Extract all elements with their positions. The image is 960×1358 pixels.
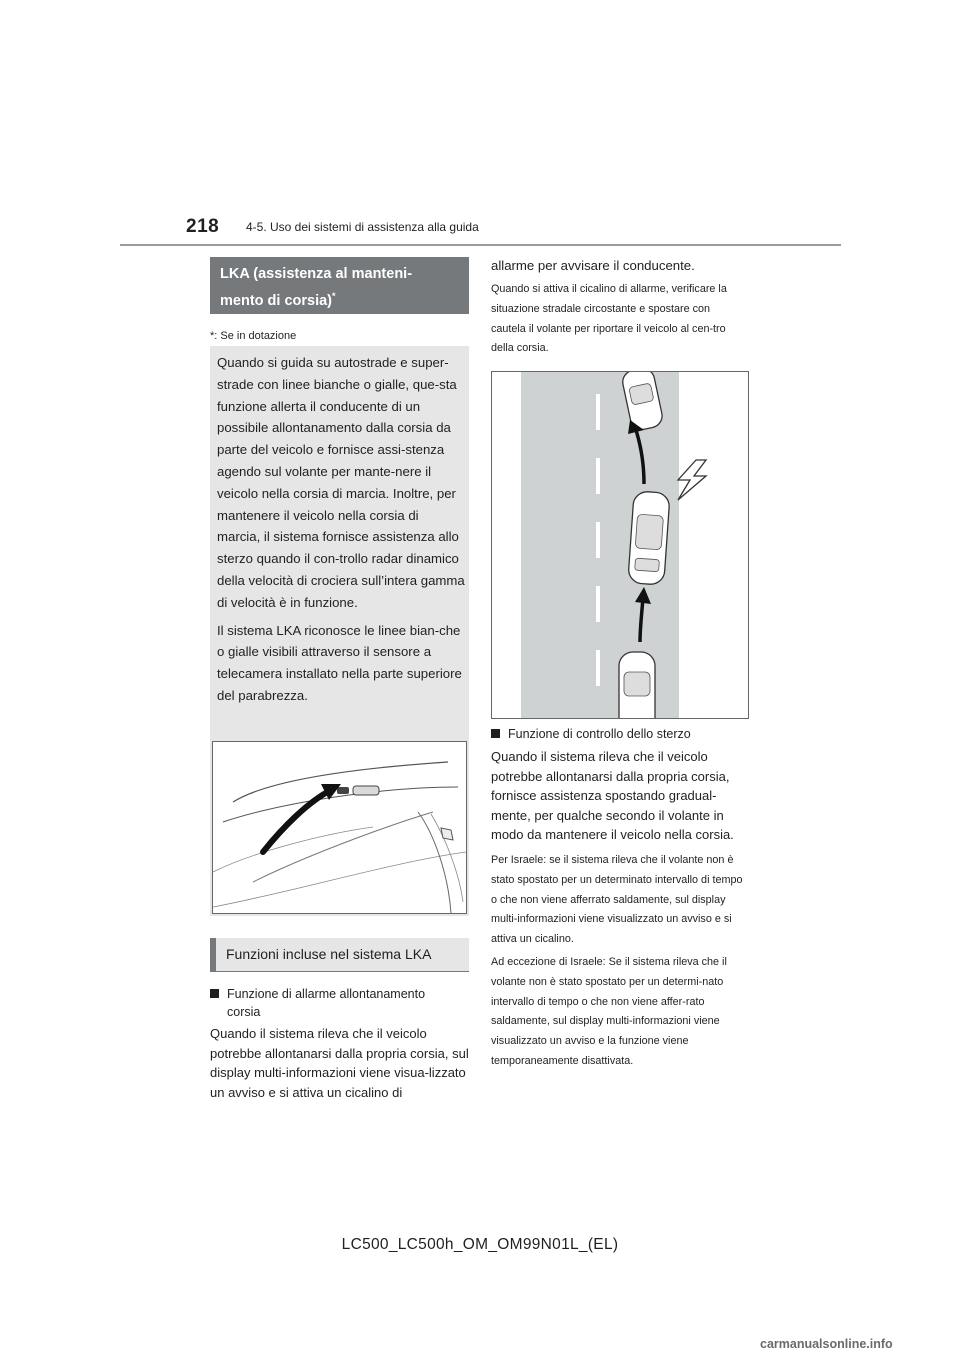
intro-paragraph-1: Quando si guida su autostrade e super-strade con linee bianche o gialle, que-sta funzione allerta il conducente di un possibile allontanamento dalla corsia da parte del veicolo e fornisce assi-stenza agendo sul volante per mante-nere il veicolo nella corsia di marcia. Inoltre, per mantenere il veicolo nella corsia di marcia, il sistema fornisce assistenza allo sterzo quando il con-trollo radar dinamico della velocità di crociera sull’intera gamma di velocità è in funzione. bbox=[217, 355, 465, 610]
lka-title-line-2: mento di corsia)* bbox=[220, 291, 336, 309]
functions-heading-box: Funzioni incluse nel sistema LKA bbox=[210, 938, 469, 972]
lane-departure-body: Quando il sistema rileva che il veicolo potrebbe allontanarsi dalla propria corsia, sul display multi-informazioni viene visua-lizzato un avviso e si attiva un cicalino di bbox=[210, 1026, 469, 1100]
asterisk-mark: * bbox=[332, 291, 336, 301]
functions-heading-rule bbox=[210, 971, 469, 972]
israel-note: Per Israele: se il sistema rileva che il volante non è stato spostato per un determinato intervallo di tempo o che non viene afferrato saldamente, sul display multi-informazioni viene visualizzato un avviso e si attiva un cicalino. bbox=[491, 854, 743, 946]
windshield-camera-illustration bbox=[212, 741, 467, 914]
intro-paragraph-2: Il sistema LKA riconosce le linee bian-che o gialle visibili attraverso il sensore a telecamera installato nella parte superiore del parabrezza. bbox=[217, 622, 462, 703]
model-code-footer: LC500_LC500h_OM_OM99N01L_(EL) bbox=[341, 1236, 619, 1253]
lka-title-box bbox=[210, 257, 469, 314]
bullet-square-icon bbox=[210, 989, 219, 998]
lane-departure-heading: Funzione di allarme allontanamento corsia bbox=[210, 985, 469, 1021]
lane-departure-drawing bbox=[492, 372, 748, 718]
footnote: *: Se in dotazione bbox=[210, 330, 297, 342]
steering-control-heading: Funzione di controllo dello sterzo bbox=[491, 725, 749, 743]
lka-title-line-1: LKA (assistenza al manteni- bbox=[220, 266, 413, 282]
buzzer-note: Quando si attiva il cicalino di allarme, verificare la situazione stradale circostante e spostare con cautela il volante per riportare il veicolo al cen-tro della corsia. bbox=[491, 283, 727, 355]
header-divider bbox=[120, 244, 841, 246]
continued-text: allarme per avvisare il conducente. bbox=[491, 258, 695, 273]
windshield-camera-drawing bbox=[213, 742, 466, 913]
watermark: carmanualsonline.info bbox=[760, 1337, 893, 1351]
except-israel-note: Ad eccezione di Israele: Se il sistema rileva che il volante non è stato spostato per un determi-nato intervallo di tempo o che non viene affer-rato saldamente, sul display multi-informazioni viene visualizzato un avviso e la funzione viene temporaneamente disattivata. bbox=[491, 956, 727, 1067]
section-title: 4-5. Uso dei sistemi di assistenza alla guida bbox=[246, 220, 479, 234]
bullet-square-icon bbox=[491, 729, 500, 738]
steering-control-body: Quando il sistema rileva che il veicolo potrebbe allontanarsi dalla propria corsia, fornisce assistenza spostando gradual-mente, per qualche secondo il volante in modo da mantenere il veicolo nella corsia. bbox=[491, 749, 734, 843]
intro-box bbox=[210, 346, 469, 916]
page-number: 218 bbox=[186, 216, 220, 237]
lane-departure-illustration bbox=[491, 371, 749, 719]
